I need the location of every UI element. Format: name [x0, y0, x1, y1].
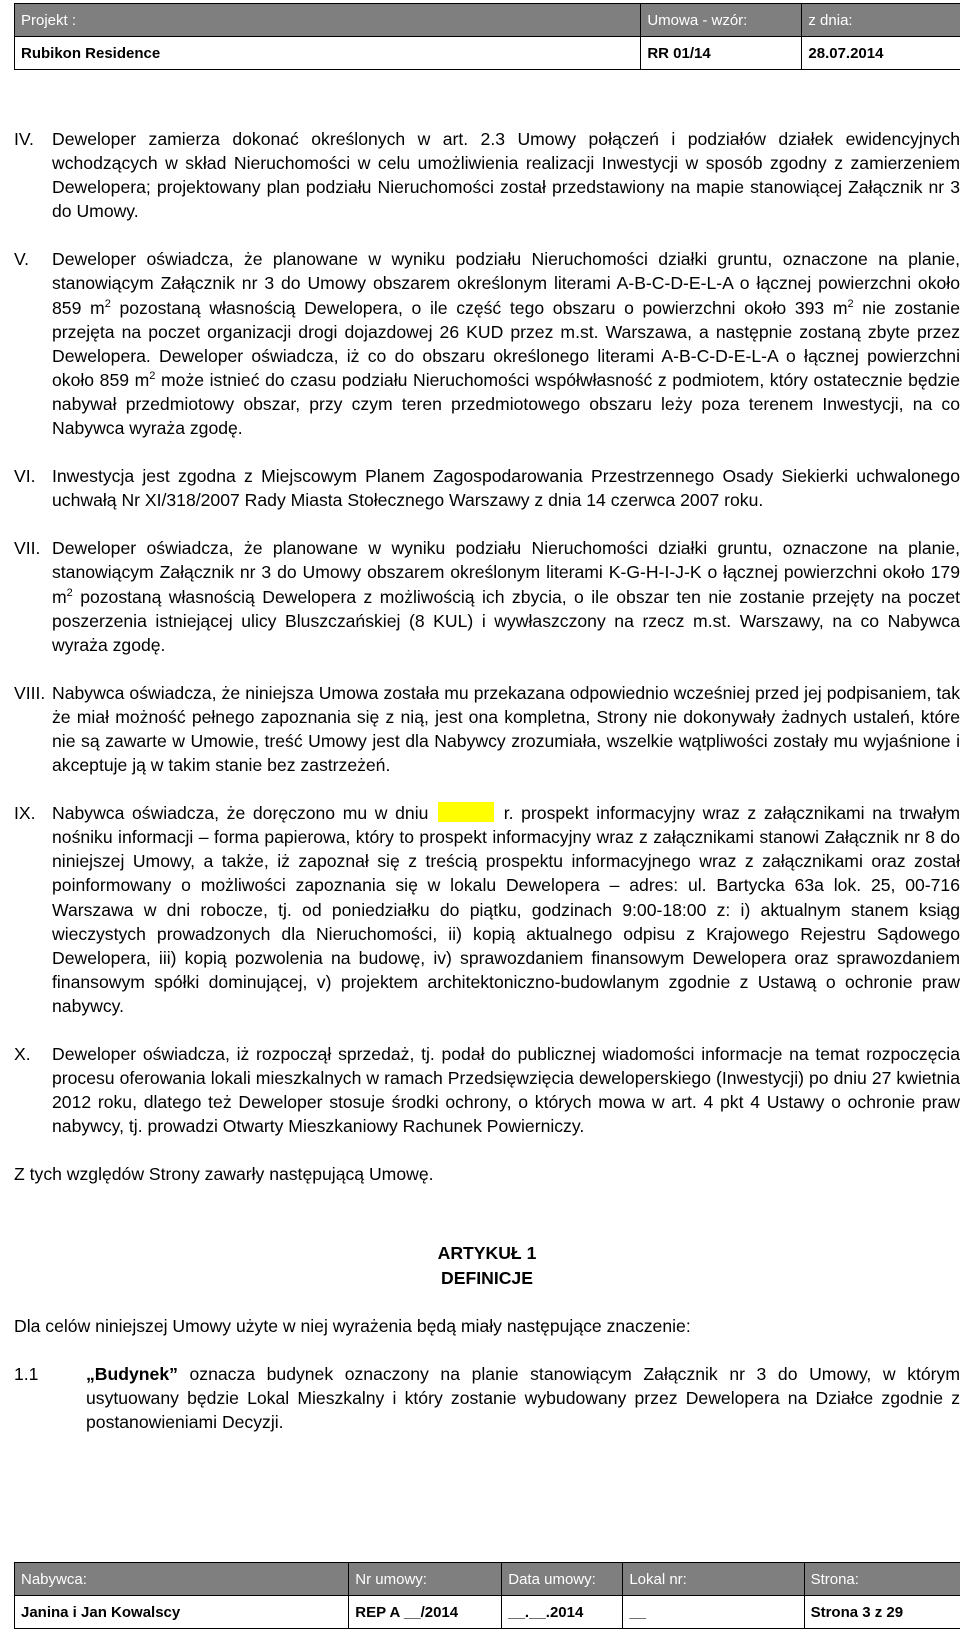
contract-no-label: Nr umowy:: [349, 1563, 502, 1596]
article-title: ARTYKUŁ 1: [437, 1243, 537, 1264]
recital-text: Nabywca oświadcza, że doręczono mu w dniu r. prospekt informacyjny wraz z załącznikami na trwałym nośniku informacji – forma papierowa, który to prospekt informacyjny wraz z załącznikami stanowi Załącznik nr 8 do niniejszej Umowy, a także, iż zapoznał się z treścią prospektu informacyjnego wraz z załącznikami oraz został poinformowany o możliwości zapoznania się w lokalu Dewelopera – adres: ul. Bartycka 63a lok. 25, 00-716 Warszawa w dni robocze, tj. od poniedziałku do piątku, godzinach 9:00-18:00 z: i) aktualnym stanem ksiąg wieczystych prowadzonych dla Nieruchomości, ii) kopią aktualnego odpisu z Krajowego Rejestru Sądowego Dewelopera, iii) kopią pozwolenia na budowę, iv) sprawozdaniem finansowym Dewelopera oraz sprawozdaniem finansowym spółki dominującej, v) projektem architektoniczno-budowlanym zgodnie z Ustawą o ochronie praw nabywcy.: [52, 803, 960, 1016]
page-footer: [14, 1562, 960, 1629]
recital-number: X.: [14, 1044, 31, 1064]
document-body: [14, 127, 960, 1434]
contract-date-label: Data umowy:: [502, 1563, 623, 1596]
recital-number: VII.: [14, 538, 41, 559]
contract-no-value: REP A __/2014: [349, 1596, 502, 1629]
recital-text: Deweloper oświadcza, że planowane w wyniku podziału Nieruchomości działki gruntu, oznaczone na planie, stanowiącym Załącznik nr 3 do Umowy obszarem określonym literami A-B-C-D-E-L-A o łącznej powierzchni około 859 $m^2$ pozostaną własnością Dewelopera, o ile część tego obszaru o powierzchni około 393 $m^2$ nie zostanie przejęta na poczet organizacji drogi dojazdowej 26 KUD przez m.st. Warszawa, a następnie zostaną zbyte przez Dewelopera. Deweloper oświadcza, iż co do obszaru określonego literami A-B-C-D-E-L-A o łącznej powierzchni około 859 $m^2$ może istnieć do czasu podziału Nieruchomości współwłasność z podmiotem, który ostatecznie będzie nabywał przedmiotowy obszar, przy czym teren przedmiotowego obszaru leży poza terenem Inwestycji, na co Nabywca wyraża zgodę.: [52, 249, 960, 439]
recital-vii: [14, 536, 960, 656]
closing-sentence: Z tych względów Strony zawarły następującą Umowę.: [14, 1164, 434, 1185]
recital-text: Deweloper oświadcza, iż rozpoczął sprzedaż, tj. podał do publicznej wiadomości informacje na temat rozpoczęcia procesu oferowania lokali mieszkalnych w ramach Przedsięwzięcia deweloperskiego (Inwestycji) po dniu 27 kwietnia 2012 roku, dlatego też Deweloper stosuje środki ochrony, o których mowa w art. 4 pkt 4 Ustawy o ochronie praw nabywcy, tj. prowadzi Otwarty Mieszkaniowy Rachunek Powierniczy.: [52, 1044, 960, 1137]
recital-number: IX.: [14, 803, 36, 824]
recital-number: VI.: [14, 466, 36, 487]
definition-number: 1.1: [14, 1363, 39, 1384]
page-number: Strona 3 z 29: [804, 1596, 960, 1629]
definitions-intro: Dla celów niniejszej Umowy użyte w niej wyrażenia będą miały następujące znaczenie:: [14, 1315, 691, 1336]
recital-number: IV.: [14, 129, 34, 149]
unit-label: Lokal nr:: [623, 1563, 804, 1596]
recital-v: [14, 247, 960, 440]
contract-label: Umowa - wzór:: [641, 4, 802, 37]
buyer-value: Janina i Jan Kowalscy: [15, 1596, 349, 1629]
unit-value: __: [623, 1596, 804, 1629]
recital-number: V.: [14, 249, 30, 270]
page-label: Strona:: [804, 1563, 960, 1596]
recital-text: Inwestycja jest zgodna z Miejscowym Planem Zagospodarowania Przestrzennego Osady Siekierki uchwalonego uchwałą Nr XI/318/2007 Rady Miasta Stołecznego Warszawy z dnia 14 czerwca 2007 roku.: [52, 466, 960, 511]
definition-term: „Budynek”: [86, 1363, 178, 1384]
project-label: Projekt :: [15, 4, 641, 37]
recital-viii: [14, 681, 960, 777]
recital-iv: [14, 127, 960, 223]
recital-x: [14, 1042, 960, 1138]
date-placeholder-highlight[interactable]: [438, 802, 494, 822]
recital-vi: [14, 464, 960, 512]
definition-1-1: [14, 1362, 960, 1434]
definition-text: „Budynek” oznacza budynek oznaczony na planie stanowiącym Załącznik nr 3 do Umowy, w którym usytuowany będzie Lokal Mieszkalny i który zostanie wybudowany przez Dewelopera na Działce zgodnie z postanowieniami Decyzji.: [86, 1363, 960, 1432]
recital-ix: [14, 801, 960, 1018]
date-label: z dnia:: [802, 4, 960, 37]
recital-text: Nabywca oświadcza, że niniejsza Umowa została mu przekazana odpowiednio wcześniej przed jej podpisaniem, tak że miał możność pełnego zapoznania się z nią, jest ona kompletna, Strony nie dokonywały żadnych ustaleń, które nie są zawarte w Umowie, treść Umowy jest dla Nabywcy zrozumiała, wszelkie wątpliwości zostały mu wyjaśnione i akceptuje ją w takim stanie bez zastrzeżeń.: [52, 682, 960, 776]
contract-date-value: __.__.2014: [502, 1596, 623, 1629]
page-header: [14, 3, 960, 70]
article-subtitle: DEFINICJE: [441, 1267, 533, 1288]
contract-value: RR 01/14: [641, 37, 802, 70]
recital-text: Deweloper zamierza dokonać określonych w art. 2.3 Umowy połączeń i podziałów działek ewidencyjnych wchodzących w skład Nieruchomości w celu umożliwienia realizacji Inwestycji w sposób zgodny z zamierzeniem Dewelopera; projektowany plan podziału Nieruchomości został przedstawiony na mapie stanowiącej Załącznik nr 3 do Umowy.: [52, 129, 960, 222]
recital-text: Deweloper oświadcza, że planowane w wyniku podziału Nieruchomości działki gruntu, oznaczone na planie, stanowiącym Załącznik nr 3 do Umowy obszarem określonym literami K-G-H-I-J-K o łącznej powierzchni około 179 $m^2$ pozostaną własnością Dewelopera z możliwością ich zbycia, o ile obszar ten nie zostanie przejęty na poczet poszerzenia istniejącej ulicy Bluszczańskiej (8 KUL) i wywłaszczony na rzecz m.st. Warszawy, na co Nabywca wyraża zgodę.: [52, 538, 960, 655]
recital-number: VIII.: [14, 682, 46, 703]
project-value: Rubikon Residence: [15, 37, 641, 70]
buyer-label: Nabywca:: [15, 1563, 349, 1596]
date-value: 28.07.2014: [802, 37, 960, 70]
